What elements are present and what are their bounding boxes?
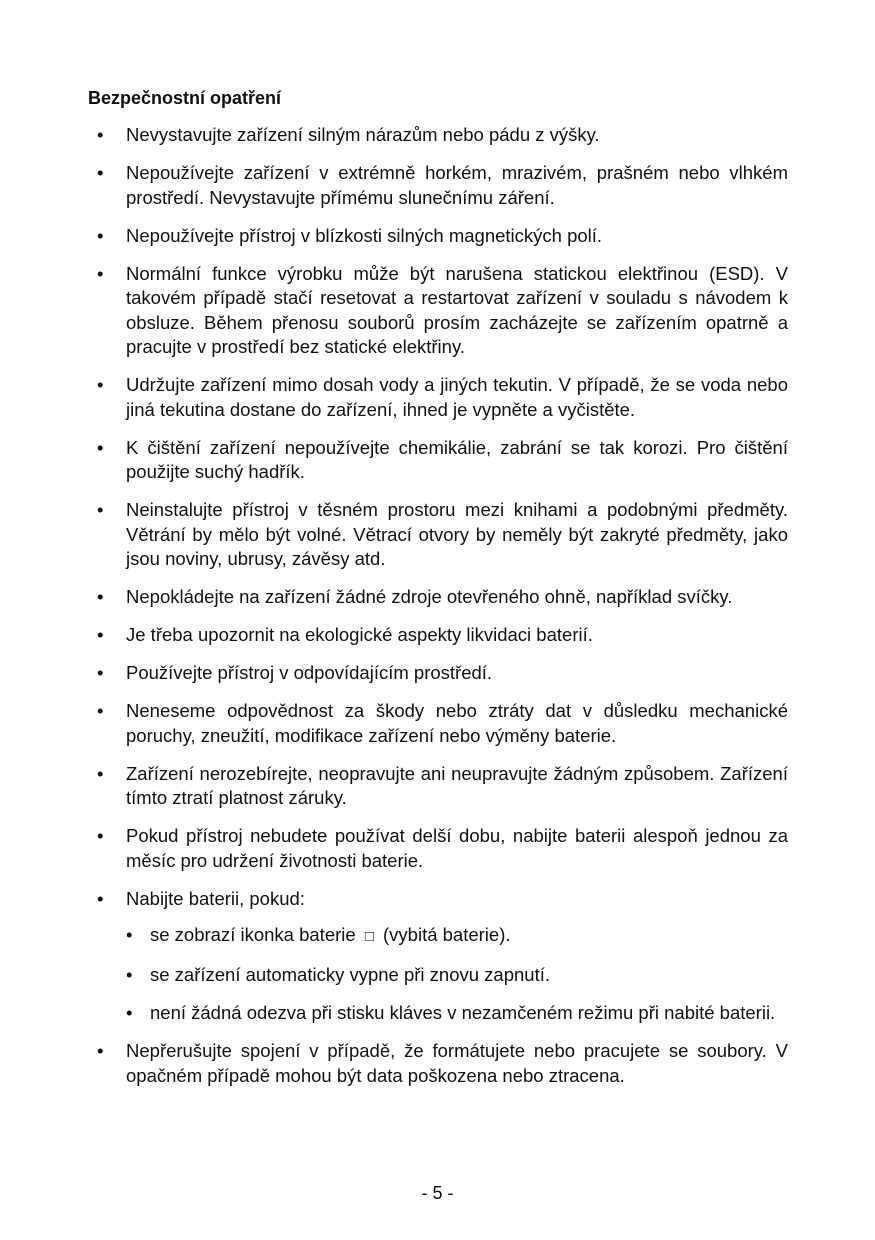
list-item: • Nepřerušujte spojení v případě, že formátujete nebo pracujete se soubory. V opačném případě mohou být data poškozena nebo ztracena. (88, 1039, 788, 1088)
charge-intro: Nabijte baterii, pokud: (126, 887, 305, 909)
section-heading: Bezpečnostní opatření (88, 88, 282, 108)
page-number: - 5 - (421, 1183, 454, 1203)
safety-list (88, 123, 788, 1088)
list-item: • Nevystavujte zařízení silným nárazům nebo pádu z výšky. (88, 123, 788, 148)
list-item: • Neinstalujte přístroj v těsném prostoru mezi knihami a podobnými předměty. Větrání by mělo být volné. Větrací otvory by neměly být zakryté předměty, jako jsou noviny, ubrusy, závěsy atd. (88, 498, 788, 572)
document-page (88, 86, 788, 1102)
list-item: • Používejte přístroj v odpovídajícím prostředí. (88, 661, 788, 686)
list-item: • Neneseme odpovědnost za škody nebo ztráty dat v důsledku mechanické poruchy, zneužití, modifikace zařízení nebo výměny baterie. (88, 699, 788, 748)
sub-item-text-before: se zobrazí ikonka baterie (150, 924, 356, 945)
list-item: • Nepoužívejte zařízení v extrémně horkém, mrazivém, prašném nebo vlhkém prostředí. Nevystavujte přímému slunečnímu záření. (88, 161, 788, 210)
sub-item-text-after: (vybitá baterie). (383, 924, 511, 945)
sub-list-item: • se zařízení automaticky vypne při znovu zapnutí. (126, 963, 788, 988)
list-item: • Nepoužívejte přístroj v blízkosti silných magnetických polí. (88, 224, 788, 249)
list-item-charge (88, 887, 788, 1026)
list-item: • Nepokládejte na zařízení žádné zdroje otevřeného ohně, například svíčky. (88, 585, 788, 610)
list-item: • Normální funkce výrobku může být narušena statickou elektřinou (ESD). V takovém případě stačí resetovat a restartovat zařízení v souladu s návodem k obsluze. Během přenosu souborů prosím zacházejte se zařízením opatrně a pracujte v prostředí bez statické elektřiny. (88, 262, 788, 360)
charge-sublist (126, 923, 788, 1026)
list-item: • Zařízení nerozebírejte, neopravujte ani neupravujte žádným způsobem. Zařízení tímto ztratí platnost záruky. (88, 762, 788, 811)
list-item: • Je třeba upozornit na ekologické aspekty likvidaci baterií. (88, 623, 788, 648)
sub-list-item (126, 923, 788, 950)
sub-list-item: • není žádná odezva při stisku kláves v nezamčeném režimu při nabité baterii. (126, 1001, 788, 1026)
list-item: • Pokud přístroj nebudete používat delší dobu, nabijte baterii alespoň jednou za měsíc pro udržení životnosti baterie. (88, 824, 788, 873)
list-item: • Udržujte zařízení mimo dosah vody a jiných tekutin. V případě, že se voda nebo jiná tekutina dostane do zařízení, ihned je vypněte a vyčistěte. (88, 373, 788, 422)
battery-empty-icon: □ (364, 928, 374, 945)
list-item: • K čištění zařízení nepoužívejte chemikálie, zabrání se tak korozi. Pro čištění použijte suchý hadřík. (88, 436, 788, 485)
